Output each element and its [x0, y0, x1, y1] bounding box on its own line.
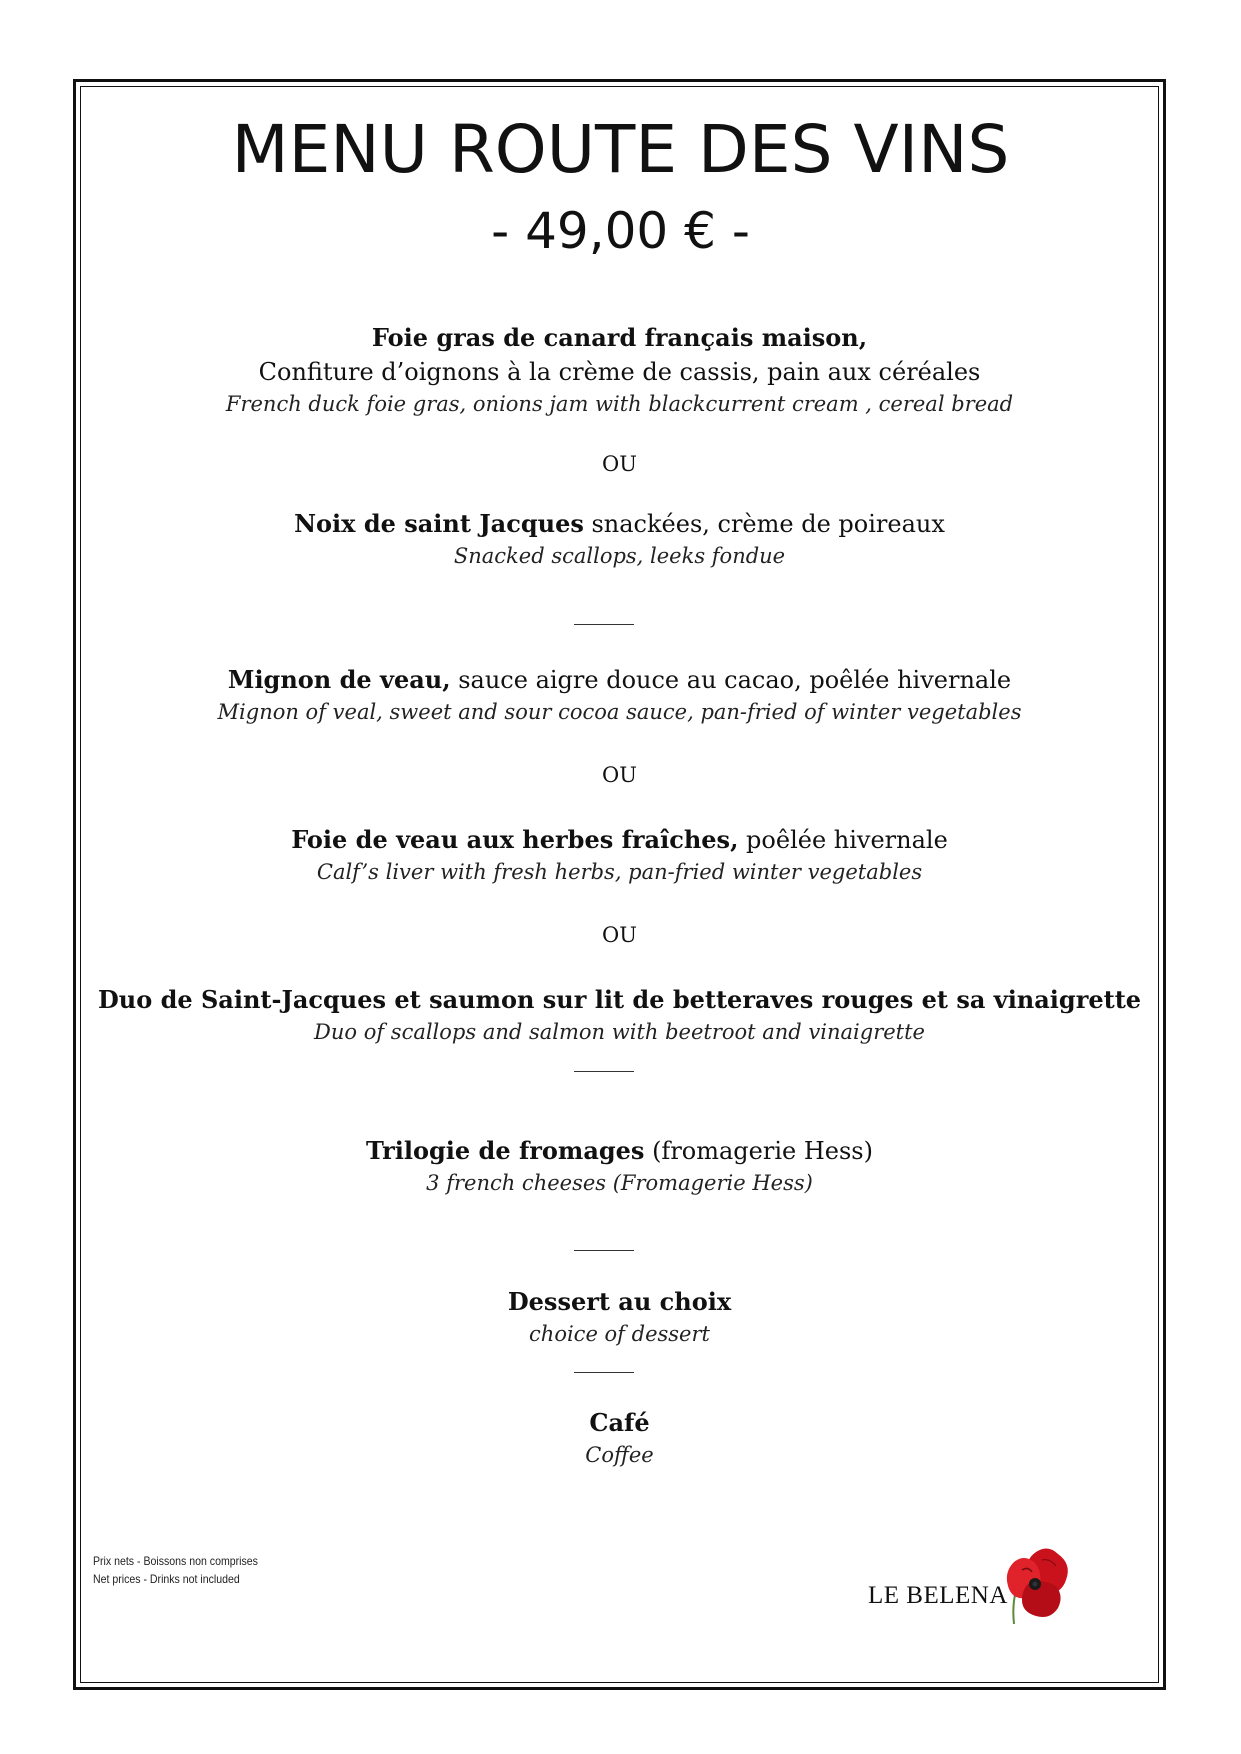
course-title-rest: sauce aigre douce au cacao, poêlée hivernale	[450, 666, 1012, 694]
course-separator	[574, 624, 634, 625]
course-dessert	[80, 1285, 1159, 1349]
or-label: OU	[602, 763, 637, 787]
course-title	[80, 507, 1159, 541]
course-english: Calf’s liver with fresh herbs, pan-fried winter vegetables	[316, 860, 923, 884]
course-english: 3 french cheeses (Fromagerie Hess)	[426, 1171, 813, 1195]
course-title	[80, 1406, 1159, 1440]
restaurant-name: LE BELENA	[868, 1582, 1008, 1609]
course-title	[80, 1285, 1159, 1319]
course-main-scallops-salmon	[80, 983, 1159, 1047]
footnote-en: Net prices - Drinks not included	[93, 1572, 240, 1586]
course-title-rest: poêlée hivernale	[738, 826, 948, 854]
course-starter-foie-gras	[80, 321, 1159, 419]
poppy-flower-icon	[1002, 1544, 1074, 1624]
restaurant-logo	[868, 1544, 1078, 1624]
course-cheese	[80, 1134, 1159, 1198]
course-english: French duck foie gras, onions jam with blackcurrent cream , cereal bread	[225, 392, 1014, 416]
course-title	[80, 1134, 1159, 1168]
course-separator	[574, 1071, 634, 1072]
course-separator	[574, 1250, 634, 1251]
course-english: Snacked scallops, leeks fondue	[453, 544, 786, 568]
course-title	[80, 321, 1159, 355]
course-title-bold: Trilogie de fromages	[366, 1136, 645, 1165]
course-title-bold: Noix de saint Jacques	[294, 509, 584, 538]
course-title	[80, 983, 1159, 1017]
course-separator	[574, 1372, 634, 1373]
menu-title: MENU ROUTE DES VINS	[231, 111, 1010, 188]
course-english: Mignon of veal, sweet and sour cocoa sauce, pan-fried of winter vegetables	[217, 700, 1022, 724]
course-english: Duo of scallops and salmon with beetroot and vinaigrette	[314, 1020, 925, 1044]
course-title-bold: Foie gras de canard français maison,	[371, 323, 868, 352]
course-coffee	[80, 1406, 1159, 1470]
course-title-rest: snackées, crème de poireaux	[583, 510, 945, 538]
course-english: Coffee	[585, 1443, 654, 1467]
course-title-rest: (fromagerie Hess)	[644, 1137, 873, 1165]
course-title	[80, 663, 1159, 697]
course-title-bold: Duo de Saint-Jacques et saumon sur lit de betteraves rouges et sa vinaigrette	[97, 985, 1142, 1014]
price-footnote	[93, 1552, 258, 1588]
or-label: OU	[602, 923, 637, 947]
course-main-veal-mignon	[80, 663, 1159, 727]
course-title	[80, 823, 1159, 857]
or-label: OU	[602, 452, 637, 476]
course-title-bold: Mignon de veau,	[227, 665, 451, 694]
menu-price: - 49,00 € -	[491, 202, 750, 260]
course-title-bold: Foie de veau aux herbes fraîches,	[291, 825, 739, 854]
course-starter-scallops	[80, 507, 1159, 571]
course-english: choice of dessert	[529, 1322, 710, 1346]
footnote-fr: Prix nets - Boissons non comprises	[93, 1554, 258, 1568]
course-title-bold: Café	[589, 1408, 650, 1437]
course-description: Confiture d’oignons à la crème de cassis, pain aux céréales	[258, 358, 981, 386]
course-title-bold: Dessert au choix	[507, 1287, 732, 1316]
course-main-veal-liver	[80, 823, 1159, 887]
